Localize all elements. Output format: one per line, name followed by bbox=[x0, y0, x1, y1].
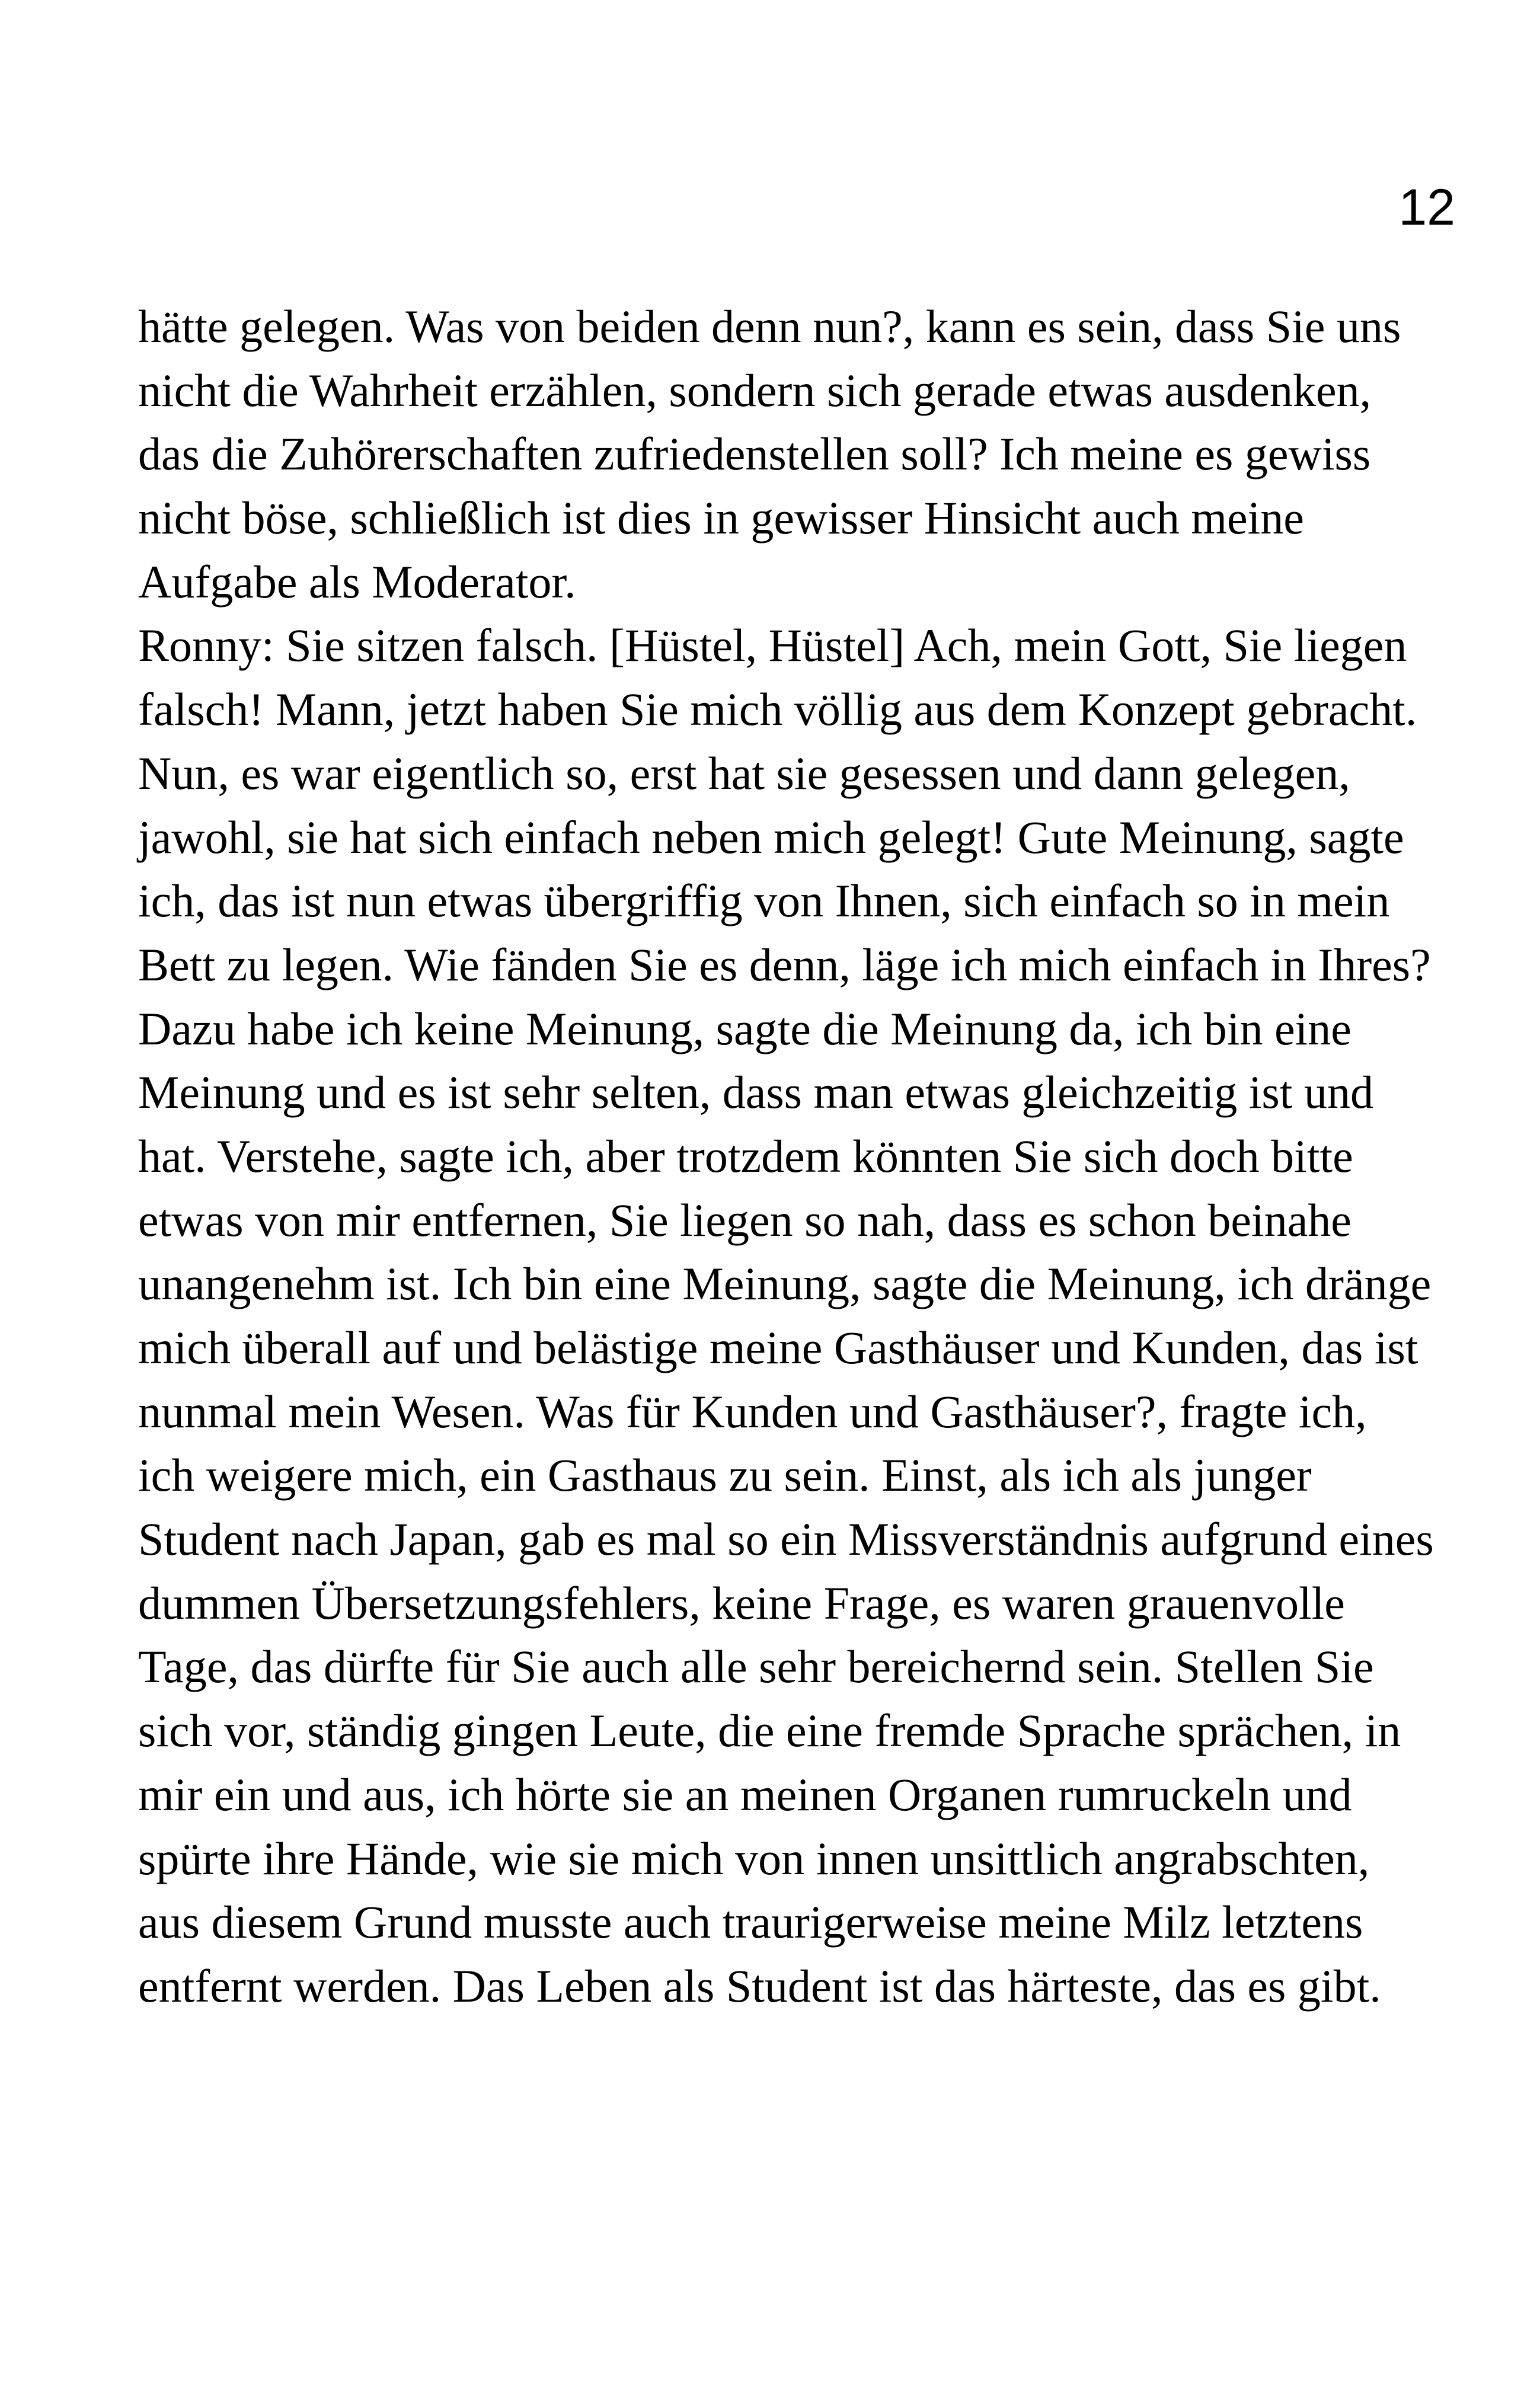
text-line: Ronny: Sie sitzen falsch. [Hüstel, Hüstel] Ach, mein Gott, Sie liegen bbox=[138, 619, 1407, 672]
text-line: ich weigere mich, ein Gasthaus zu sein. Einst, als ich als junger bbox=[138, 1449, 1312, 1501]
text-line: mir ein und aus, ich hörte sie an meinen Organen rumruckeln und bbox=[138, 1768, 1352, 1820]
text-line: entfernt werden. Das Leben als Student ist das härteste, das es gibt. bbox=[138, 1960, 1381, 2012]
text-line: Bett zu legen. Wie fänden Sie es denn, läge ich mich einfach in Ihres? bbox=[138, 938, 1431, 990]
text-line: mich überall auf und belästige meine Gasthäuser und Kunden, das ist bbox=[138, 1322, 1418, 1373]
text-line: dummen Übersetzungsfehlers, keine Frage, es waren grauenvolle bbox=[138, 1577, 1345, 1629]
text-line: etwas von mir entfernen, Sie liegen so nah, dass es schon beinahe bbox=[138, 1194, 1352, 1246]
text-line: nunmal mein Wesen. Was für Kunden und Gasthäuser?, fragte ich, bbox=[138, 1385, 1367, 1437]
text-line: nicht böse, schließlich ist dies in gewisser Hinsicht auch meine bbox=[138, 492, 1304, 544]
text-line: falsch! Mann, jetzt haben Sie mich völlig aus dem Konzept gebracht. bbox=[138, 683, 1417, 736]
page-number: 12 bbox=[1398, 179, 1455, 236]
text-line: Tage, das dürfte für Sie auch alle sehr bereichernd sein. Stellen Sie bbox=[138, 1641, 1374, 1693]
text-line: spürte ihre Hände, wie sie mich von innen unsittlich angrabschten, bbox=[138, 1832, 1370, 1884]
text-line: Student nach Japan, gab es mal so ein Missverständnis aufgrund eines bbox=[138, 1513, 1434, 1565]
text-line: unangenehm ist. Ich bin eine Meinung, sagte die Meinung, ich dränge bbox=[138, 1258, 1432, 1310]
body-text bbox=[138, 295, 1442, 2018]
text-line: Meinung und es ist sehr selten, dass man etwas gleichzeitig ist und bbox=[138, 1066, 1373, 1118]
text-line: hat. Verstehe, sagte ich, aber trotzdem könnten Sie sich doch bitte bbox=[138, 1130, 1353, 1182]
text-line: aus diesem Grund musste auch traurigerweise meine Milz letztens bbox=[138, 1896, 1363, 1948]
text-line: das die Zuhörerschaften zufriedenstellen soll? Ich meine es gewiss bbox=[138, 428, 1371, 480]
text-line: ich, das ist nun etwas übergriffig von Ihnen, sich einfach so in mein bbox=[138, 875, 1390, 927]
text-line: jawohl, sie hat sich einfach neben mich gelegt! Gute Meinung, sagte bbox=[138, 811, 1404, 863]
text-line: hätte gelegen. Was von beiden denn nun?, kann es sein, dass Sie uns bbox=[138, 301, 1401, 352]
text-line: sich vor, ständig gingen Leute, die eine fremde Sprache sprächen, in bbox=[138, 1705, 1401, 1757]
text-line: nicht die Wahrheit erzählen, sondern sich gerade etwas ausdenken, bbox=[138, 364, 1372, 416]
text-line: Aufgabe als Moderator. bbox=[138, 555, 576, 608]
text-line: Nun, es war eigentlich so, erst hat sie gesessen und dann gelegen, bbox=[138, 747, 1350, 799]
text-line: Dazu habe ich keine Meinung, sagte die Meinung da, ich bin eine bbox=[138, 1002, 1352, 1054]
